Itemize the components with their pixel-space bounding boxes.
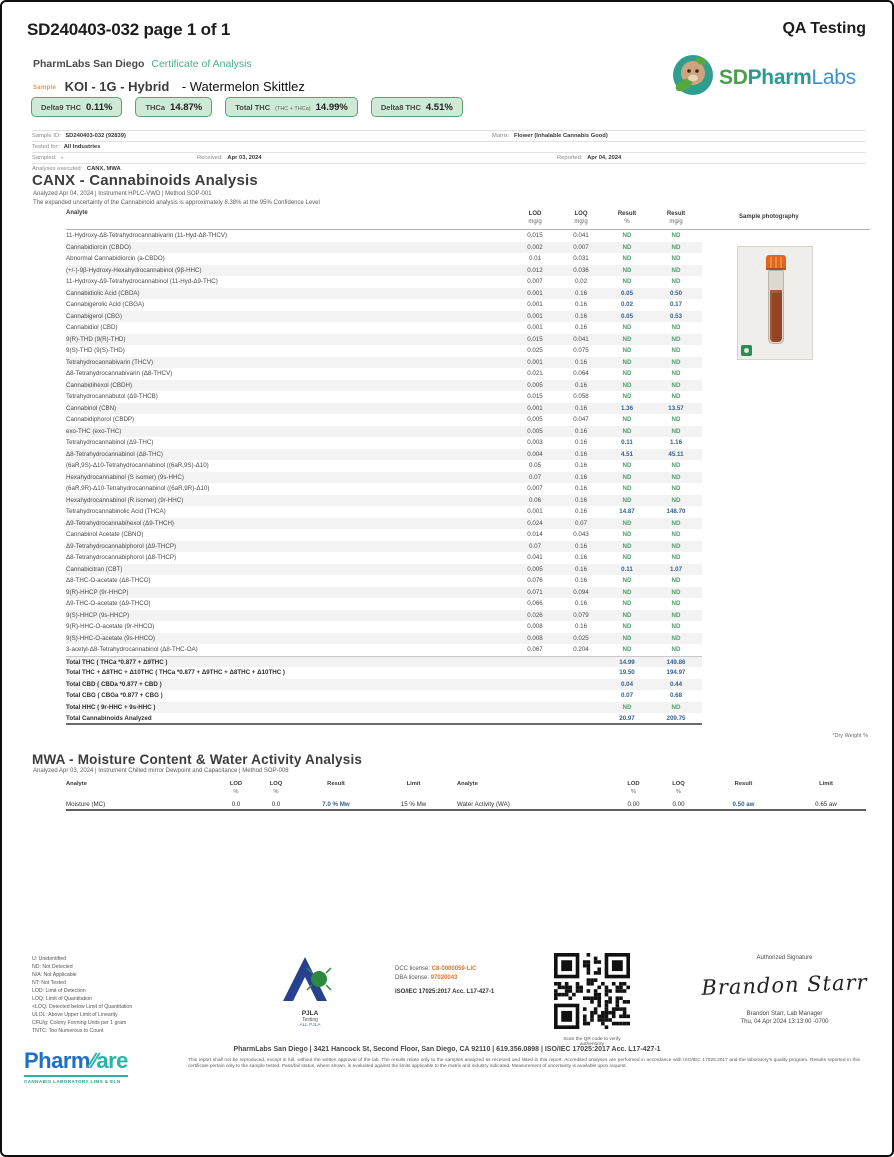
analyses-executed: CANX, MWA — [86, 166, 121, 172]
analyte-row: Cannabidiolic Acid (CBDA) 0.001 0.16 0.05 0.50 — [66, 288, 702, 300]
photo-watermark-icon — [741, 345, 752, 356]
pjla-accreditation-logo: PJLA Testing ALL PJLA — [264, 953, 356, 1028]
total-row: Total THC ( THCa *0.877 + Δ9THC ) 14.99 149.86 — [66, 656, 702, 668]
reported-date: Apr 04, 2024 — [587, 155, 622, 161]
badge-delta8-thc: Delta8 THC 4.51% — [371, 97, 463, 117]
analyte-row: 9(S)-HHC-O-acetate (9s-HHCO) 0.008 0.025 ND ND — [66, 633, 702, 645]
analyte-row: Δ9-Tetrahydrocannabiphorol (Δ9-THCP) 0.07 0.16 ND ND — [66, 541, 702, 553]
sampled: - — [61, 155, 64, 161]
legend-line: TNTC: Too Numerous to Count — [32, 1028, 104, 1034]
analyte-row: Δ8-THC-O-acetate (Δ8-THCO) 0.076 0.16 ND ND — [66, 577, 681, 584]
mwa-table-row: Moisture (MC) 0.0 0.0 7.0 % Mw 15 % Mw Water Activity (WA) 0.00 0.00 0.50 aw 0.65 aw — [66, 798, 866, 811]
sample-photo — [737, 246, 813, 360]
qr-code-icon — [554, 953, 630, 1029]
analyte-row: Tetrahydrocannabinolic Acid (THCA) 0.001 0.16 14.87 148.70 — [66, 508, 686, 515]
analyte-row: exo-THC (exo-THC) 0.005 0.16 ND ND — [66, 426, 702, 438]
analyte-row: Δ8-Tetrahydrocannabinol (Δ8-THC) 0.004 0.16 4.51 45.11 — [66, 449, 702, 461]
mwa-section-title: MWA - Moisture Content & Water Activity Analysis — [32, 752, 363, 767]
signature-script: Brandon Starr — [701, 970, 868, 1000]
sample-tag: Sample — [33, 85, 57, 91]
lab-title-line — [33, 58, 252, 70]
analyte-row: 11-Hydroxy-Δ8-Tetrahydrocannabivarin (11-Hyd-Δ8-THCV) 0.015 0.041 ND ND — [66, 232, 681, 239]
sample-meta — [32, 130, 866, 174]
legend-line: N/A: Not Applicable — [32, 972, 77, 978]
col-result-pct: Result % — [617, 211, 637, 225]
pjla-triangle-icon — [279, 990, 341, 1007]
analyte-row: 3-acetyl-Δ8-Tetrahydrocannabinol (Δ8-THC-OA) 0.067 0.204 ND ND — [66, 646, 681, 653]
analyte-row: Cannabidihexol (CBDH) 0.005 0.16 ND ND — [66, 380, 702, 392]
analyte-row: Cannabigerol (CBG) 0.001 0.16 0.05 0.53 — [66, 311, 702, 323]
mwa-table-header: Analyte LOD % LOQ % Result Limit Analyte LOD % LOQ % Result Limit — [66, 780, 866, 799]
col-loq: LOQ mg/g — [574, 211, 588, 225]
canx-section-title: CANX - Cannabinoids Analysis — [32, 172, 258, 189]
analyte-row: Δ8-Tetrahydrocannabiphorol (Δ8-THCP) 0.041 0.16 ND ND — [66, 554, 681, 561]
certificate-label: Certificate of Analysis — [151, 58, 252, 70]
analyte-row: Tetrahydrocannabivarin (THCV) 0.001 0.16 ND ND — [66, 357, 702, 369]
matrix: Flower (Inhalable Cannabis Good) — [514, 133, 608, 139]
analyte-row: Δ9-Tetrahydrocannabihexol (Δ9-THCH) 0.024 0.07 ND ND — [66, 518, 702, 530]
abbreviation-legend — [32, 955, 132, 1035]
total-row: Total THC + Δ8THC + Δ10THC ( THCa *0.877 + Δ9THC + Δ8THC + Δ10THC ) 19.50 194.97 — [66, 669, 686, 676]
meta-row-1: Sample ID: SD240403-032 (92839) Matrix: Flower (Inhalable Cannabis Good) — [32, 130, 866, 141]
pharmware-logo — [24, 1048, 184, 1084]
analyte-row: Tetrahydrocannabutol (Δ9-THCB) 0.015 0.058 ND ND — [66, 393, 681, 400]
legend-line: <LOQ: Detected below Limit of Quantitation — [32, 1004, 133, 1010]
col-result-mg: Result mg/g — [666, 211, 686, 225]
qr-block — [554, 953, 694, 1047]
analyte-row: Δ9-THC-O-acetate (Δ9-THCO) 0.066 0.16 ND ND — [66, 600, 681, 607]
analyte-row: (6aR,9R)-Δ10-Tetrahydrocannabinol ((6aR,9R)-Δ10) 0.007 0.16 ND ND — [66, 485, 681, 492]
iso-accreditation: ISO/IEC 17025:2017 Acc. L17-427-1 — [395, 989, 495, 995]
legend-line: LOQ: Limit of Quantitation — [32, 996, 92, 1002]
water-activity-limit: 0.65 aw — [815, 801, 837, 808]
analyte-row: Cannabidiol (CBD) 0.001 0.16 ND ND — [66, 324, 681, 331]
dcc-license: C8-0000059-LIC — [431, 966, 477, 972]
legend-line: U: Unidentified — [32, 956, 67, 962]
meta-row-2: Tested for: All Industries — [32, 141, 866, 152]
sdpharmlabs-logo — [670, 52, 856, 103]
received-date: Apr 03, 2024 — [227, 155, 262, 161]
badge-total-thc: Total THC (THC + THCa) 14.99% — [225, 97, 358, 117]
qr-caption: Scan the QR code to verify authenticity — [563, 1037, 621, 1047]
sample-name: KOI - 1G - Hybrid — [64, 79, 170, 94]
document-id: SD240403-032 page 1 of 1 — [27, 20, 231, 39]
canx-uncertainty-line: The expanded uncertainty of the Cannabinoid analysis is approximately 8.38% at the 95% Confidence Level — [33, 200, 320, 206]
legend-line: LOD: Limit of Detection — [32, 988, 86, 994]
lab-name: PharmLabs San Diego — [33, 58, 145, 70]
analyte-row: Cannabinol Acetate (CBNO) 0.014 0.043 ND ND — [66, 531, 681, 538]
analyte-row: Tetrahydrocannabinol (Δ9-THC) 0.003 0.16 0.11 1.16 — [66, 439, 683, 446]
sample-line — [33, 78, 305, 96]
analyte-row: Cannabigerolic Acid (CBGA) 0.001 0.16 0.02 0.17 — [66, 301, 683, 308]
total-row: Total CBD ( CBDa *0.877 + CBD ) 0.04 0.44 — [66, 679, 702, 691]
qa-testing-label: QA Testing — [782, 20, 866, 37]
analyte-row: Δ8-Tetrahydrocannabivarin (Δ8-THCV) 0.021 0.064 ND ND — [66, 370, 681, 377]
authorized-signature-label: Authorized Signature — [756, 955, 813, 961]
legend-line: ND: Not Detected — [32, 964, 73, 970]
vial-cap — [766, 255, 786, 270]
analyte-row: Cannabinol (CBN) 0.001 0.16 1.36 13.57 — [66, 403, 702, 415]
col-lod: LOD mg/g — [528, 211, 542, 225]
legend-line: NT: Not Tested — [32, 980, 66, 986]
canx-table-body — [66, 230, 702, 725]
legend-line: ULOL: Above Upper Limit of Linearity — [32, 1012, 118, 1018]
sample-photography-label: Sample photography — [739, 214, 799, 220]
total-row: Total HHC ( 9r-HHC + 9s-HHC ) ND ND — [66, 702, 702, 714]
analyte-row: 9(S)-THD (9(S)-THD) 0.025 0.075 ND ND — [66, 347, 681, 354]
signer-name-title: Brandon Starr, Lab Manager — [746, 1011, 823, 1017]
lab-address-line: PharmLabs San Diego | 3421 Hancock St, Second Floor, San Diego, CA 92110 | 619.356.0898 | ISO/IEC 17025:2017 Acc. L17-427-1 — [233, 1046, 661, 1053]
license-block: DCC license: C8-0000059-LIC DBA license: 97020043 ISO/IEC 17025:2017 Acc. L17-427-1 — [395, 966, 495, 995]
analyte-row: Cannabidiphorol (CBDP) 0.005 0.047 ND ND — [66, 416, 681, 423]
vial-body — [768, 270, 784, 344]
analyte-row: Cannabicitran (CBT) 0.005 0.16 0.11 1.07 — [66, 564, 702, 576]
signature-block — [697, 955, 872, 1025]
meta-row-4: Analyses executed: CANX, MWA — [32, 163, 866, 174]
total-row: Total CBG ( CBGa *0.877 + CBG ) 0.07 0.68 — [66, 692, 683, 699]
signature-date: Thu, 04 Apr 2024 13:13:00 -0700 — [740, 1019, 829, 1025]
analyte-row: 9(S)-HHCP (9s-HHCP) 0.026 0.079 ND ND — [66, 610, 702, 622]
disclaimer-text: This report shall not be reproduced, except in full, without the written approval of the lab. The results relate only to the samples analyzed as received and listed in this report. Accredited analyses are performed in accordance with ISO/IEC 17025:2017 and the laboratory's quality program. Results reported in this certificate pertain only to the sample tested. Pass/fail status, where shown, is evaluated against the limits applicable to the matrix and industry indicated. Measurement of uncertainty is available upon request. — [188, 1058, 860, 1069]
total-row: Total Cannabinoids Analyzed 20.97 209.75 — [66, 713, 702, 725]
pharmware-wordmark: Pharm∕∕are — [24, 1048, 128, 1077]
analyte-row: (+/-)-9β-Hydroxy-Hexahydrocannabinol (9β-HHC) 0.012 0.036 ND ND — [66, 265, 702, 277]
sdpharmlabs-emblem-icon — [670, 52, 716, 103]
analyte-row: 9(R)-HHC-O-acetate (9r-HHCO) 0.008 0.16 ND ND — [66, 623, 681, 630]
analyte-row: Hexahydrocannabinol (R isomer) (9r-HHC) 0.06 0.16 ND ND — [66, 495, 702, 507]
analyte-row: Hexahydrocannabinol (S isomer) (9s-HHC) 0.07 0.16 ND ND — [66, 472, 702, 484]
mwa-analyzed-line: Analyzed Apr 03, 2024 | Instrument Chilled mirror Dewpoint and Capacitance | Method SOP-008 — [33, 768, 289, 774]
legend-line: CFU/g: Colony Forming Units per 1 gram — [32, 1020, 127, 1026]
water-activity-analyte: Water Activity (WA) — [457, 801, 510, 808]
dry-weight-note: *Dry Weight % — [832, 733, 868, 739]
sample-id: SD240403-032 (92839) — [65, 133, 126, 139]
badge-thca: THCa 14.87% — [135, 97, 212, 117]
meta-row-3: Sampled: - Received: Apr 03, 2024 Reported: Apr 04, 2024 — [32, 152, 866, 163]
moisture-result: 7.0 % Mw — [322, 801, 350, 808]
tested-for: All Industries — [63, 144, 101, 150]
canx-table-header: Analyte LOD mg/g LOQ mg/g Result % Result mg/g — [66, 210, 702, 226]
analyte-row: 9(R)-HHCP (9r-HHCP) 0.071 0.094 ND ND — [66, 587, 702, 599]
moisture-analyte: Moisture (MC) — [66, 801, 106, 808]
dba-license: 97020043 — [430, 975, 458, 981]
badge-delta9-thc: Delta9 THC 0.11% — [31, 97, 122, 117]
analyte-row: (6aR,9S)-Δ10-Tetrahydrocannabinol ((6aR,9S)-Δ10) 0.05 0.16 ND ND — [66, 462, 681, 469]
sdpharmlabs-wordmark: SDPharmLabs — [719, 65, 856, 89]
pharmware-tagline: CANNABIS LABORATORY LIMS & ELN — [24, 1079, 121, 1084]
analyte-row: Cannabidiorcin (CBDO) 0.002 0.007 ND ND — [66, 242, 702, 254]
canx-analyzed-line: Analyzed Apr 04, 2024 | Instrument HPLC-VWD | Method SOP-001 — [33, 191, 212, 197]
analyte-row: 11-Hydroxy-Δ9-Tetrahydrocannabinol (11-Hyd-Δ9-THC) 0.007 0.02 ND ND — [66, 278, 681, 285]
moisture-limit: 15 % Mw — [400, 801, 427, 808]
analyte-row: Abnormal Cannabidiorcin (a-CBDO) 0.01 0.031 ND ND — [66, 255, 681, 262]
potency-badges — [31, 97, 463, 117]
analyte-row: 9(R)-THD (9(R)-THD) 0.015 0.041 ND ND — [66, 334, 702, 346]
water-activity-result: 0.50 aw — [732, 801, 755, 808]
sample-strain: - Watermelon Skittlez — [181, 79, 305, 94]
